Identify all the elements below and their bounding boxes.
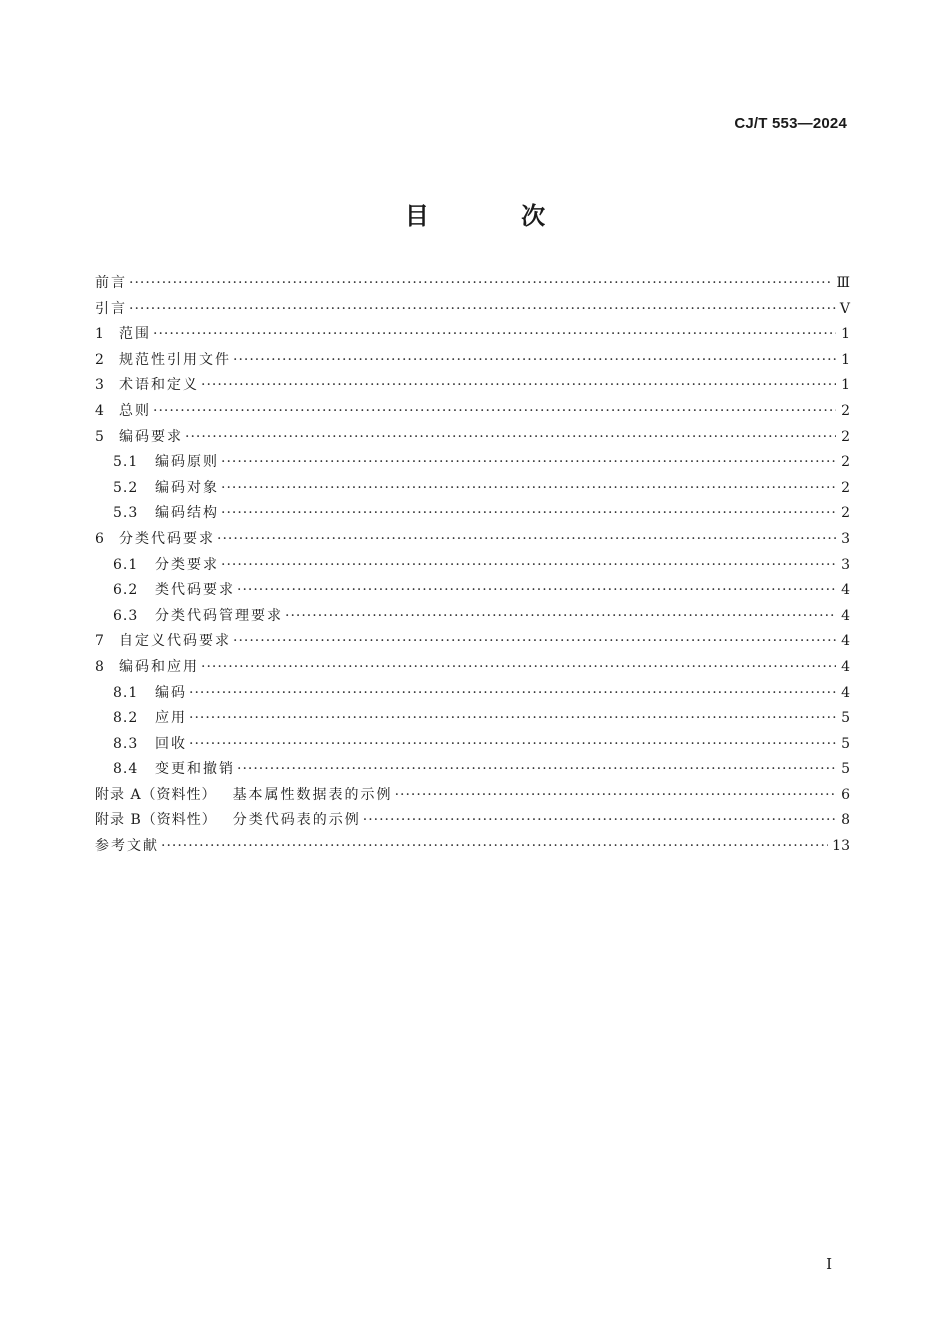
toc-entry-page: 6 bbox=[841, 786, 850, 803]
toc-entry-label: 回收 bbox=[155, 735, 187, 752]
toc-entry-number: 6 bbox=[95, 530, 104, 547]
toc-entry-number: 5.2 bbox=[113, 479, 139, 496]
toc-entry-page: 1 bbox=[841, 377, 850, 394]
toc-entry-page: Ⅴ bbox=[839, 300, 850, 317]
toc-entry-label: 自定义代码要求 bbox=[119, 633, 231, 650]
toc-entry-number: 7 bbox=[95, 633, 104, 650]
toc-entry-label: 引言 bbox=[95, 300, 127, 317]
toc-entry-number: 6.1 bbox=[113, 556, 139, 573]
toc-leader-dots bbox=[221, 505, 836, 521]
toc-leader-dots bbox=[233, 352, 836, 368]
toc-leader-dots bbox=[189, 710, 836, 726]
table-of-contents bbox=[95, 272, 850, 861]
toc-entry-3[interactable] bbox=[95, 374, 850, 400]
toc-entry-4[interactable] bbox=[95, 400, 850, 426]
toc-entry-page: 5 bbox=[841, 735, 850, 752]
toc-entry-5-3[interactable] bbox=[95, 502, 850, 528]
toc-entry-page: 3 bbox=[841, 530, 850, 547]
toc-entry-label: 总则 bbox=[119, 402, 151, 419]
toc-leader-dots bbox=[153, 326, 836, 342]
toc-entry-page: Ⅲ bbox=[836, 275, 850, 291]
toc-leader-dots bbox=[129, 301, 836, 317]
toc-entry-label: 变更和撤销 bbox=[155, 761, 235, 778]
toc-entry-8-2[interactable] bbox=[95, 707, 850, 733]
toc-leader-dots bbox=[201, 377, 836, 393]
toc-entry-label: 分类代码管理要求 bbox=[155, 607, 283, 624]
toc-leader-dots bbox=[285, 608, 836, 624]
toc-entry-label: 应用 bbox=[155, 710, 187, 727]
toc-entry-number: 5.1 bbox=[113, 454, 139, 471]
toc-entry-page: 5 bbox=[841, 761, 850, 778]
toc-entry-page: 2 bbox=[841, 479, 850, 496]
toc-entry-6[interactable] bbox=[95, 528, 850, 554]
toc-leader-dots bbox=[237, 761, 836, 777]
toc-entry-page: 3 bbox=[841, 556, 850, 573]
toc-entry-number: 5 bbox=[95, 428, 104, 445]
toc-entry-page: 4 bbox=[841, 633, 850, 650]
toc-entry-5-2[interactable] bbox=[95, 477, 850, 503]
toc-entry-8-1[interactable] bbox=[95, 682, 850, 708]
toc-entry-number: 1 bbox=[95, 326, 104, 343]
toc-entry-number: 8.2 bbox=[113, 710, 139, 727]
toc-leader-dots bbox=[363, 812, 836, 828]
toc-entry-number: 5.3 bbox=[113, 505, 139, 522]
page-number: I bbox=[826, 1255, 832, 1273]
toc-leader-dots bbox=[189, 736, 836, 752]
toc-entry-page: 4 bbox=[841, 607, 850, 624]
toc-entry-number: 6.3 bbox=[113, 607, 139, 624]
toc-entry-6-1[interactable] bbox=[95, 554, 850, 580]
toc-entry-page: 1 bbox=[841, 326, 850, 343]
toc-entry-introduction[interactable] bbox=[95, 298, 850, 324]
toc-entry-label: 编码和应用 bbox=[119, 658, 199, 675]
toc-entry-label: 范围 bbox=[119, 326, 151, 343]
toc-entry-appendix-b[interactable] bbox=[95, 809, 850, 835]
toc-entry-2[interactable] bbox=[95, 349, 850, 375]
toc-entry-page: 4 bbox=[841, 582, 850, 599]
toc-entry-1[interactable] bbox=[95, 323, 850, 349]
toc-entry-label: 基本属性数据表的示例 bbox=[232, 786, 393, 803]
toc-leader-dots bbox=[161, 838, 828, 854]
toc-entry-5-1[interactable] bbox=[95, 451, 850, 477]
toc-entry-label: 分类要求 bbox=[155, 556, 219, 573]
toc-leader-dots bbox=[217, 531, 836, 547]
toc-entry-number: 8.4 bbox=[113, 761, 139, 778]
toc-entry-page: 1 bbox=[841, 351, 850, 368]
toc-entry-number: 8.1 bbox=[113, 684, 139, 701]
toc-entry-appendix-a[interactable] bbox=[95, 784, 850, 810]
toc-entry-label: 参考文献 bbox=[95, 838, 159, 855]
toc-entry-7[interactable] bbox=[95, 630, 850, 656]
toc-entry-label: 编码 bbox=[155, 684, 187, 701]
toc-entry-label: 分类代码表的示例 bbox=[232, 812, 361, 829]
toc-leader-dots bbox=[185, 429, 836, 445]
toc-leader-dots bbox=[233, 633, 836, 649]
toc-leader-dots bbox=[221, 557, 836, 573]
toc-entry-label: 编码对象 bbox=[155, 479, 219, 496]
toc-entry-5[interactable] bbox=[95, 426, 850, 452]
toc-leader-dots bbox=[221, 480, 836, 496]
toc-appendix-mark: 附录 A（资料性） bbox=[95, 786, 217, 803]
toc-entry-label: 编码结构 bbox=[155, 505, 219, 522]
page-title: 目 次 bbox=[404, 202, 588, 230]
toc-entry-page: 4 bbox=[841, 658, 850, 675]
toc-entry-number: 2 bbox=[95, 351, 104, 368]
toc-leader-dots bbox=[395, 787, 836, 803]
toc-entry-6-2[interactable] bbox=[95, 579, 850, 605]
toc-entry-foreword[interactable] bbox=[95, 272, 850, 298]
toc-entry-label: 术语和定义 bbox=[119, 377, 199, 394]
toc-entry-8[interactable] bbox=[95, 656, 850, 682]
toc-entry-number: 6.2 bbox=[113, 582, 139, 599]
toc-entry-8-3[interactable] bbox=[95, 733, 850, 759]
standard-code: CJ/T 553—2024 bbox=[734, 115, 847, 132]
toc-entry-number: 8 bbox=[95, 658, 104, 675]
toc-leader-dots bbox=[129, 275, 832, 291]
toc-entry-number: 8.3 bbox=[113, 735, 139, 752]
toc-entry-page: 2 bbox=[841, 428, 850, 445]
toc-entry-page: 8 bbox=[841, 812, 850, 829]
toc-entry-label: 类代码要求 bbox=[155, 582, 235, 599]
toc-entry-label: 规范性引用文件 bbox=[119, 351, 231, 368]
toc-entry-6-3[interactable] bbox=[95, 605, 850, 631]
toc-entry-page: 4 bbox=[841, 684, 850, 701]
toc-entry-number: 3 bbox=[95, 377, 104, 394]
toc-leader-dots bbox=[221, 454, 836, 470]
toc-entry-number: 4 bbox=[95, 402, 104, 419]
toc-leader-dots bbox=[153, 403, 836, 419]
toc-entry-bibliography[interactable] bbox=[95, 835, 850, 861]
toc-entry-label: 前言 bbox=[95, 275, 127, 291]
toc-entry-label: 编码要求 bbox=[119, 428, 183, 445]
toc-entry-page: 2 bbox=[841, 402, 850, 419]
toc-appendix-mark: 附录 B（资料性） bbox=[95, 812, 217, 829]
toc-entry-label: 编码原则 bbox=[155, 454, 219, 471]
toc-entry-8-4[interactable] bbox=[95, 758, 850, 784]
toc-leader-dots bbox=[189, 685, 836, 701]
toc-leader-dots bbox=[237, 582, 836, 598]
toc-entry-page: 2 bbox=[841, 454, 850, 471]
toc-entry-page: 5 bbox=[841, 710, 850, 727]
toc-leader-dots bbox=[201, 659, 836, 675]
toc-entry-page: 13 bbox=[832, 838, 850, 855]
toc-entry-page: 2 bbox=[841, 505, 850, 522]
toc-entry-label: 分类代码要求 bbox=[119, 530, 215, 547]
